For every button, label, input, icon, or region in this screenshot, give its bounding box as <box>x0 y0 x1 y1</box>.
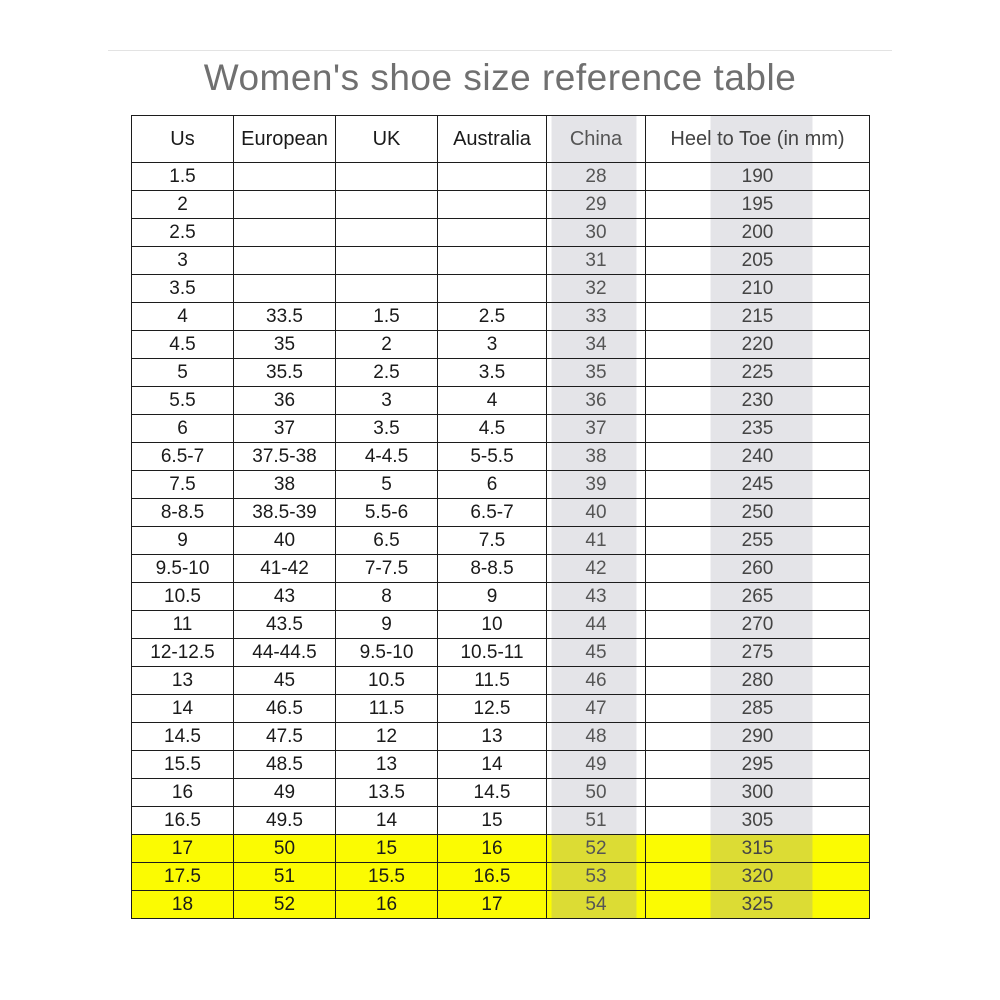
uk-cell: 2 <box>336 331 438 359</box>
us-cell: 14.5 <box>132 723 234 751</box>
heel-to-toe-cell: 220 <box>646 331 870 359</box>
table-row <box>132 527 870 555</box>
us-cell: 17.5 <box>132 863 234 891</box>
heel-to-toe-cell: 270 <box>646 611 870 639</box>
australia-cell: 2.5 <box>438 303 547 331</box>
australia-cell: 4 <box>438 387 547 415</box>
us-cell: 3 <box>132 247 234 275</box>
australia-cell: 4.5 <box>438 415 547 443</box>
table-row <box>132 387 870 415</box>
table-row <box>132 443 870 471</box>
heel-to-toe-cell: 325 <box>646 891 870 919</box>
uk-cell: 1.5 <box>336 303 438 331</box>
australia-cell <box>438 247 547 275</box>
australia-cell: 10 <box>438 611 547 639</box>
china-cell: 42 <box>547 555 646 583</box>
table-row <box>132 807 870 835</box>
us-cell: 5.5 <box>132 387 234 415</box>
australia-cell: 5-5.5 <box>438 443 547 471</box>
us-cell: 5 <box>132 359 234 387</box>
heel-to-toe-cell: 255 <box>646 527 870 555</box>
china-cell: 31 <box>547 247 646 275</box>
heel-to-toe-cell: 295 <box>646 751 870 779</box>
china-cell: 33 <box>547 303 646 331</box>
table-row <box>132 415 870 443</box>
table-row <box>132 359 870 387</box>
australia-cell: 13 <box>438 723 547 751</box>
column-header-heel-to-toe: Heel to Toe (in mm) <box>646 116 870 163</box>
uk-cell: 2.5 <box>336 359 438 387</box>
european-cell: 38.5-39 <box>234 499 336 527</box>
uk-cell <box>336 247 438 275</box>
european-cell: 49.5 <box>234 807 336 835</box>
australia-cell: 14 <box>438 751 547 779</box>
china-cell: 50 <box>547 779 646 807</box>
page-title: Women's shoe size reference table <box>203 57 797 98</box>
china-cell: 32 <box>547 275 646 303</box>
australia-cell: 10.5-11 <box>438 639 547 667</box>
heel-to-toe-cell: 215 <box>646 303 870 331</box>
european-cell <box>234 163 336 191</box>
us-cell: 3.5 <box>132 275 234 303</box>
european-cell <box>234 275 336 303</box>
heel-to-toe-cell: 320 <box>646 863 870 891</box>
table-row <box>132 891 870 919</box>
heel-to-toe-cell: 265 <box>646 583 870 611</box>
australia-cell: 6 <box>438 471 547 499</box>
heel-to-toe-cell: 230 <box>646 387 870 415</box>
us-cell: 6 <box>132 415 234 443</box>
heel-to-toe-cell: 205 <box>646 247 870 275</box>
table-row <box>132 471 870 499</box>
table-row <box>132 695 870 723</box>
table-row <box>132 499 870 527</box>
header-row <box>132 116 870 163</box>
uk-cell: 7-7.5 <box>336 555 438 583</box>
heel-to-toe-cell: 250 <box>646 499 870 527</box>
china-cell: 51 <box>547 807 646 835</box>
table-row <box>132 331 870 359</box>
australia-cell: 15 <box>438 807 547 835</box>
uk-cell: 9.5-10 <box>336 639 438 667</box>
us-cell: 16 <box>132 779 234 807</box>
us-cell: 6.5-7 <box>132 443 234 471</box>
column-header-european: European <box>234 116 336 163</box>
heel-to-toe-cell: 300 <box>646 779 870 807</box>
table-row <box>132 303 870 331</box>
european-cell <box>234 247 336 275</box>
australia-cell <box>438 275 547 303</box>
uk-cell: 8 <box>336 583 438 611</box>
european-cell: 37.5-38 <box>234 443 336 471</box>
uk-cell: 9 <box>336 611 438 639</box>
uk-cell: 13.5 <box>336 779 438 807</box>
china-cell: 35 <box>547 359 646 387</box>
us-cell: 4.5 <box>132 331 234 359</box>
us-cell: 2 <box>132 191 234 219</box>
uk-cell: 15.5 <box>336 863 438 891</box>
european-cell: 33.5 <box>234 303 336 331</box>
us-cell: 16.5 <box>132 807 234 835</box>
table-row <box>132 219 870 247</box>
china-cell: 38 <box>547 443 646 471</box>
european-cell: 36 <box>234 387 336 415</box>
uk-cell <box>336 163 438 191</box>
china-cell: 30 <box>547 219 646 247</box>
european-cell: 48.5 <box>234 751 336 779</box>
china-cell: 37 <box>547 415 646 443</box>
us-cell: 11 <box>132 611 234 639</box>
european-cell: 43.5 <box>234 611 336 639</box>
table-row <box>132 863 870 891</box>
china-cell: 53 <box>547 863 646 891</box>
us-cell: 12-12.5 <box>132 639 234 667</box>
heel-to-toe-cell: 210 <box>646 275 870 303</box>
australia-cell <box>438 191 547 219</box>
european-cell: 50 <box>234 835 336 863</box>
european-cell: 47.5 <box>234 723 336 751</box>
uk-cell: 13 <box>336 751 438 779</box>
china-cell: 41 <box>547 527 646 555</box>
european-cell: 49 <box>234 779 336 807</box>
column-header-uk: UK <box>336 116 438 163</box>
china-cell: 52 <box>547 835 646 863</box>
uk-cell: 14 <box>336 807 438 835</box>
us-cell: 2.5 <box>132 219 234 247</box>
table-row <box>132 163 870 191</box>
heel-to-toe-cell: 225 <box>646 359 870 387</box>
uk-cell: 5 <box>336 471 438 499</box>
australia-cell <box>438 163 547 191</box>
table-row <box>132 611 870 639</box>
european-cell: 46.5 <box>234 695 336 723</box>
china-cell: 49 <box>547 751 646 779</box>
australia-cell: 16 <box>438 835 547 863</box>
china-cell: 48 <box>547 723 646 751</box>
table-row <box>132 555 870 583</box>
australia-cell: 17 <box>438 891 547 919</box>
heel-to-toe-cell: 315 <box>646 835 870 863</box>
us-cell: 17 <box>132 835 234 863</box>
us-cell: 8-8.5 <box>132 499 234 527</box>
european-cell: 41-42 <box>234 555 336 583</box>
european-cell: 37 <box>234 415 336 443</box>
european-cell: 35 <box>234 331 336 359</box>
uk-cell: 16 <box>336 891 438 919</box>
australia-cell: 8-8.5 <box>438 555 547 583</box>
table-row <box>132 639 870 667</box>
uk-cell <box>336 275 438 303</box>
us-cell: 15.5 <box>132 751 234 779</box>
china-cell: 45 <box>547 639 646 667</box>
european-cell: 51 <box>234 863 336 891</box>
us-cell: 4 <box>132 303 234 331</box>
heel-to-toe-cell: 275 <box>646 639 870 667</box>
australia-cell: 3.5 <box>438 359 547 387</box>
european-cell: 38 <box>234 471 336 499</box>
heel-to-toe-cell: 195 <box>646 191 870 219</box>
china-cell: 44 <box>547 611 646 639</box>
china-cell: 54 <box>547 891 646 919</box>
table-row <box>132 667 870 695</box>
uk-cell: 10.5 <box>336 667 438 695</box>
australia-cell: 11.5 <box>438 667 547 695</box>
heel-to-toe-cell: 235 <box>646 415 870 443</box>
us-cell: 14 <box>132 695 234 723</box>
european-cell: 44-44.5 <box>234 639 336 667</box>
european-cell: 40 <box>234 527 336 555</box>
australia-cell: 16.5 <box>438 863 547 891</box>
china-cell: 43 <box>547 583 646 611</box>
heel-to-toe-cell: 240 <box>646 443 870 471</box>
china-cell: 46 <box>547 667 646 695</box>
china-cell: 47 <box>547 695 646 723</box>
uk-cell: 3.5 <box>336 415 438 443</box>
table-row <box>132 275 870 303</box>
china-cell: 28 <box>547 163 646 191</box>
us-cell: 13 <box>132 667 234 695</box>
heel-to-toe-cell: 280 <box>646 667 870 695</box>
european-cell: 35.5 <box>234 359 336 387</box>
us-cell: 18 <box>132 891 234 919</box>
australia-cell: 6.5-7 <box>438 499 547 527</box>
table-row <box>132 247 870 275</box>
table-row <box>132 751 870 779</box>
column-header-china: China <box>547 116 646 163</box>
us-cell: 10.5 <box>132 583 234 611</box>
australia-cell: 14.5 <box>438 779 547 807</box>
china-cell: 40 <box>547 499 646 527</box>
table-row <box>132 835 870 863</box>
european-cell <box>234 219 336 247</box>
us-cell: 9.5-10 <box>132 555 234 583</box>
uk-cell: 4-4.5 <box>336 443 438 471</box>
heel-to-toe-cell: 260 <box>646 555 870 583</box>
uk-cell <box>336 191 438 219</box>
china-cell: 29 <box>547 191 646 219</box>
australia-cell: 12.5 <box>438 695 547 723</box>
table-row <box>132 191 870 219</box>
australia-cell: 9 <box>438 583 547 611</box>
uk-cell: 15 <box>336 835 438 863</box>
column-header-us: Us <box>132 116 234 163</box>
uk-cell: 5.5-6 <box>336 499 438 527</box>
china-cell: 39 <box>547 471 646 499</box>
china-cell: 36 <box>547 387 646 415</box>
uk-cell: 12 <box>336 723 438 751</box>
heel-to-toe-cell: 305 <box>646 807 870 835</box>
european-cell <box>234 191 336 219</box>
uk-cell: 3 <box>336 387 438 415</box>
us-cell: 7.5 <box>132 471 234 499</box>
australia-cell: 3 <box>438 331 547 359</box>
us-cell: 9 <box>132 527 234 555</box>
heel-to-toe-cell: 245 <box>646 471 870 499</box>
column-header-australia: Australia <box>438 116 547 163</box>
uk-cell <box>336 219 438 247</box>
china-cell: 34 <box>547 331 646 359</box>
table-row <box>132 723 870 751</box>
heel-to-toe-cell: 290 <box>646 723 870 751</box>
european-cell: 52 <box>234 891 336 919</box>
table-body <box>132 163 870 919</box>
australia-cell <box>438 219 547 247</box>
table-row <box>132 779 870 807</box>
european-cell: 45 <box>234 667 336 695</box>
us-cell: 1.5 <box>132 163 234 191</box>
heel-to-toe-cell: 285 <box>646 695 870 723</box>
table-row <box>132 583 870 611</box>
uk-cell: 11.5 <box>336 695 438 723</box>
australia-cell: 7.5 <box>438 527 547 555</box>
european-cell: 43 <box>234 583 336 611</box>
heel-to-toe-cell: 190 <box>646 163 870 191</box>
top-divider <box>108 50 892 51</box>
uk-cell: 6.5 <box>336 527 438 555</box>
heel-to-toe-cell: 200 <box>646 219 870 247</box>
shoe-size-table <box>131 115 870 919</box>
